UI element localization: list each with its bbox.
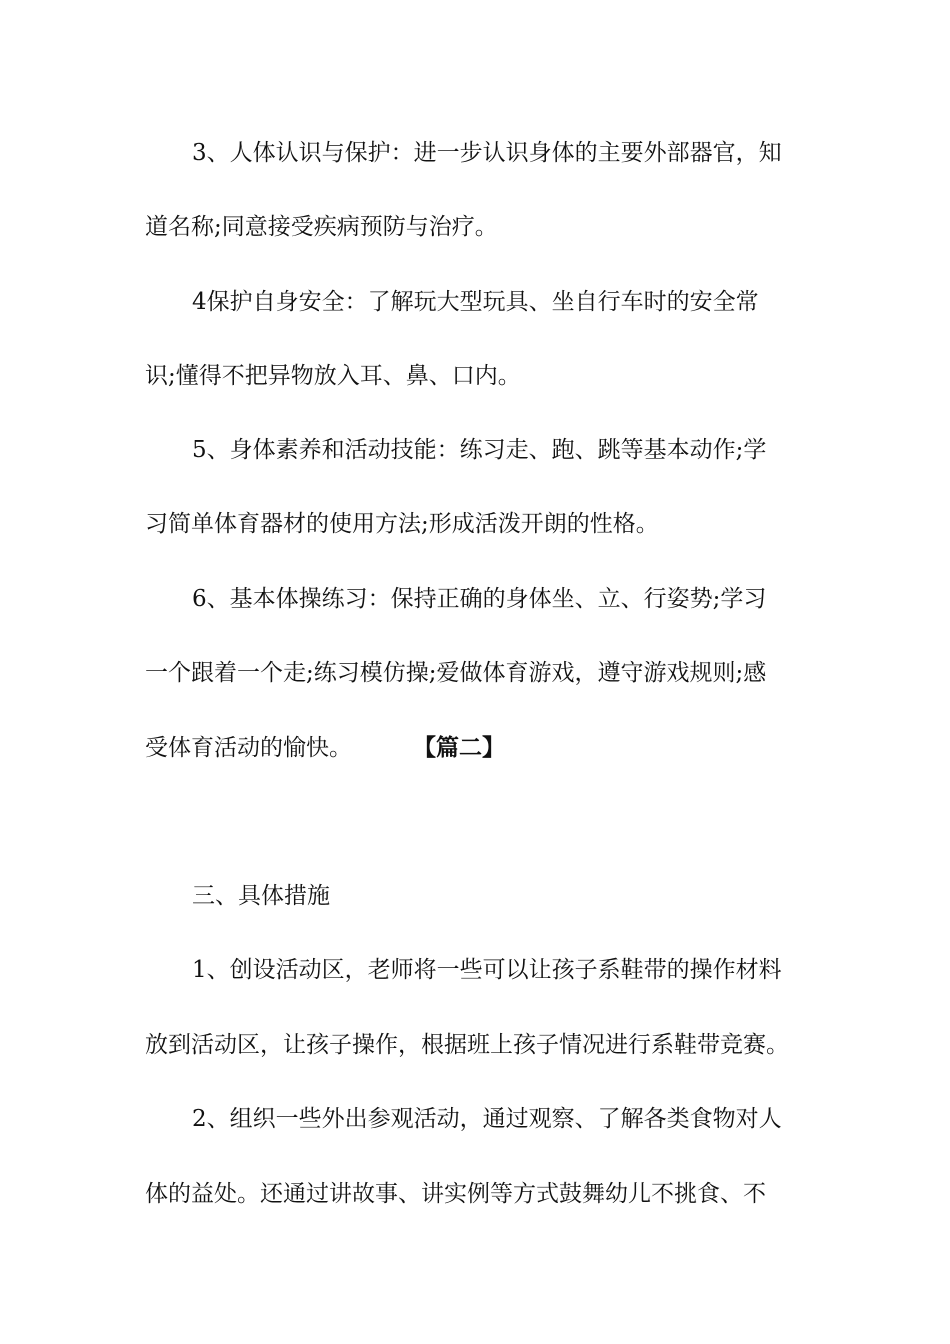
measure-2-line-1: 2、组织一些外出参观活动，通过观察、了解各类食物对人 bbox=[192, 1106, 782, 1132]
paragraph-6-line-2: 一个跟着一个走;练习模仿操;爱做体育游戏，遵守游戏规则;感 bbox=[145, 660, 767, 686]
measure-1-line-2: 放到活动区，让孩子操作，根据班上孩子情况进行系鞋带竞赛。 bbox=[145, 1032, 789, 1058]
paragraph-3-line-1: 3、人体认识与保护：进一步认识身体的主要外部器官，知 bbox=[192, 140, 782, 166]
measure-1-line-1: 1、创设活动区，老师将一些可以让孩子系鞋带的操作材料 bbox=[192, 957, 782, 983]
paragraph-6-line-3: 受体育活动的愉快。 bbox=[145, 735, 352, 761]
measure-2-line-2: 体的益处。还通过讲故事、讲实例等方式鼓舞幼儿不挑食、不 bbox=[145, 1181, 766, 1207]
paragraph-4-line-1: 4保护自身安全：了解玩大型玩具、坐自行车时的安全常 bbox=[192, 289, 759, 315]
paragraph-5-line-1: 5、身体素养和活动技能：练习走、跑、跳等基本动作;学 bbox=[192, 437, 767, 463]
section-tag: 【篇二】 bbox=[413, 735, 505, 761]
paragraph-4-line-2: 识;懂得不把异物放入耳、鼻、口内。 bbox=[145, 363, 521, 389]
paragraph-3-line-2: 道名称;同意接受疾病预防与治疗。 bbox=[145, 214, 498, 240]
section-heading: 三、具体措施 bbox=[192, 883, 330, 909]
paragraph-5-line-2: 习简单体育器材的使用方法;形成活泼开朗的性格。 bbox=[145, 511, 659, 537]
paragraph-6-line-1: 6、基本体操练习：保持正确的身体坐、立、行姿势;学习 bbox=[192, 586, 767, 612]
